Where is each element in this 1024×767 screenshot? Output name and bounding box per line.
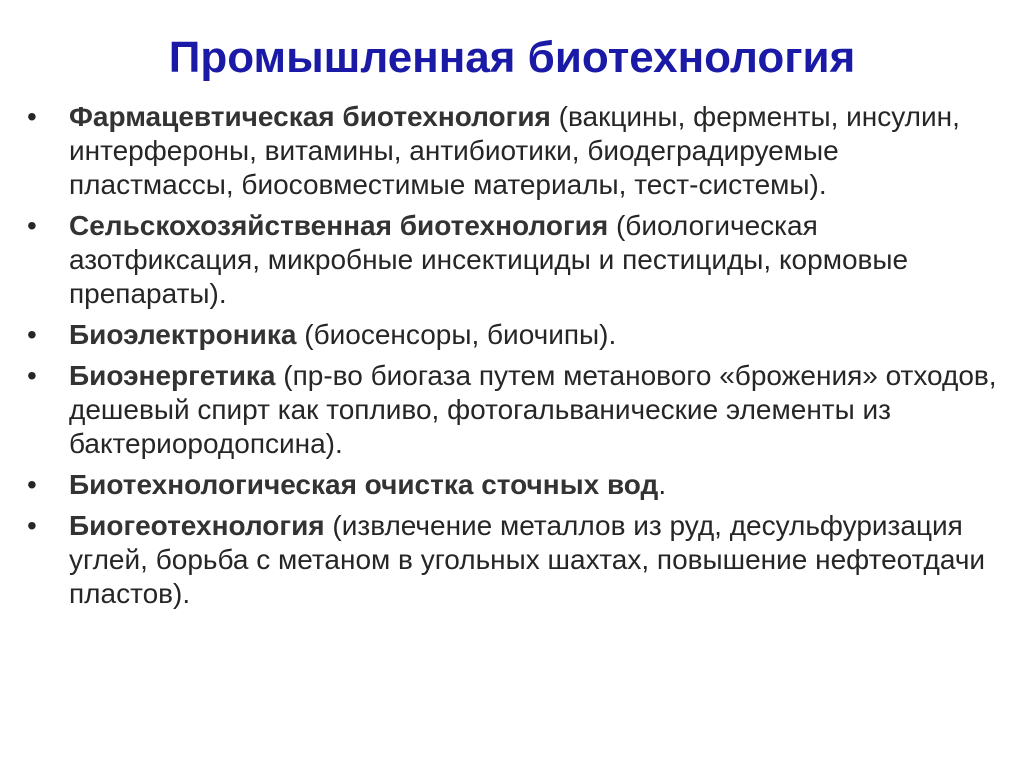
bullet-detail: (вакцины, ферменты, инсулин, интерфероны, витамины, антибиотики, биодеградируемые пластмассы, биосовместимые материалы, тест-системы). — [69, 101, 960, 200]
bullet-term: Биоэнергетика — [69, 360, 276, 391]
bullet-item-bioenergy — [22, 359, 1007, 461]
bullet-detail: (биосенсоры, биочипы). — [296, 319, 617, 350]
bullet-item-pharma — [22, 100, 1007, 202]
bullet-marker: • — [27, 360, 37, 391]
bullet-item-bioelectronics — [22, 318, 1007, 352]
bullet-term: Биоэлектроника — [69, 319, 297, 350]
bullet-item-biogeotech — [22, 509, 1007, 611]
bullet-marker: • — [27, 469, 37, 500]
bullet-detail: (извлечение металлов из руд, десульфуризация углей, борьба с метаном в угольных шахтах, повышение нефтеотдачи пластов). — [69, 510, 986, 609]
bullet-detail: . — [658, 469, 667, 500]
bullet-term: Биогеотехнология — [69, 510, 325, 541]
bullet-detail: (биологическая азотфиксация, микробные инсектициды и пестициды, кормовые препараты). — [69, 210, 909, 309]
slide-title: Промышленная биотехнология — [168, 33, 856, 82]
bullet-detail: (пр-во биогаза путем метанового «брожения» отходов, дешевый спирт как топливо, фотогальванические элементы из бактериородопсина). — [69, 360, 997, 459]
bullet-term: Сельскохозяйственная биотехнология — [69, 210, 609, 241]
bullet-item-agro — [22, 209, 1007, 311]
bullet-term: Биотехнологическая очистка сточных вод — [69, 469, 659, 500]
bullet-list — [22, 100, 1007, 618]
bullet-marker: • — [27, 210, 37, 241]
bullet-marker: • — [27, 510, 37, 541]
bullet-marker: • — [27, 319, 37, 350]
bullet-marker: • — [27, 101, 37, 132]
bullet-item-wastewater — [22, 468, 1007, 502]
bullet-term: Фармацевтическая биотехнология — [69, 101, 551, 132]
